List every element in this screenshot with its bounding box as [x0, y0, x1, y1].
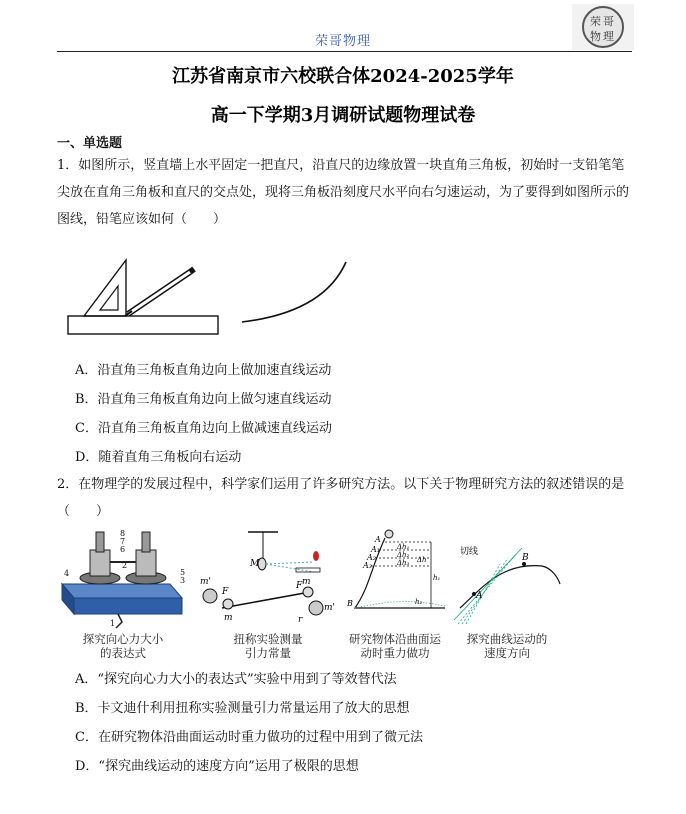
- question-2-stem: 2．在物理学的发展过程中，科学家们运用了许多研究方法。以下关于物理研究方法的叙述错误的是（ ）: [57, 477, 625, 519]
- brand-logo: [572, 4, 634, 50]
- label-num-5: 5: [180, 568, 186, 577]
- header-brand: 荣哥物理: [314, 34, 371, 49]
- header-rule: [57, 51, 632, 52]
- label-dh3: Δh₃: [397, 559, 410, 567]
- q1-figure: [62, 258, 362, 340]
- label-dh: Δh: [417, 556, 427, 564]
- label-m-left: m: [224, 613, 233, 623]
- label-num-2: 2: [122, 561, 128, 570]
- label-num-8: 8: [120, 529, 126, 538]
- label-slope-A3: A₃: [363, 561, 372, 570]
- q2-figure-centripetal: [58, 528, 188, 630]
- q2-figure-slope: [345, 528, 445, 630]
- label-tangent: 切线: [460, 547, 479, 557]
- label-slope-B: B: [347, 599, 353, 608]
- q2-option-c[interactable]: C．在研究物体沿曲面运动时重力做功的过程中用到了微元法: [75, 730, 423, 745]
- q1-option-b[interactable]: B．沿直角三角板直角边向上做匀速直线运动: [75, 392, 332, 407]
- q2-caption-3: 研究物体沿曲面运 动时重力做功: [349, 632, 441, 660]
- logo-char-1: 荣: [590, 15, 601, 28]
- q1-option-d[interactable]: D．随着直角三角板向右运动: [75, 450, 242, 465]
- q1-option-c[interactable]: C．沿直角三角板直角边向上做减速直线运动: [75, 421, 332, 436]
- title-line-2: 高一下学期3月调研试题物理试卷: [210, 105, 476, 126]
- label-dh1: Δh₁: [397, 543, 410, 551]
- ruler: [68, 316, 218, 334]
- logo-char-2: 哥: [603, 15, 614, 28]
- label-F-right: F: [296, 581, 303, 591]
- pencil-icon: [125, 269, 194, 316]
- trajectory-curve: [242, 262, 346, 322]
- label-h2: h₂: [415, 598, 423, 606]
- label-num-6: 6: [120, 545, 126, 554]
- q2-caption-1: 探究向心力大小 的表达式: [82, 632, 164, 660]
- question-1-stem: 1．如图所示，竖直墙上水平固定一把直尺，沿直尺的边缘放置一块直角三角板，初始时一支铅笔笔尖放在直角三角板和直尺的交点处，现将三角板沿刻度尺水平向右匀速运动，为了要得到如图所示的图线，铅笔应该如何（ ）: [57, 158, 630, 227]
- title-line-1: 江苏省南京市六校联合体2024-2025学年: [172, 66, 514, 87]
- triangle-ruler: [84, 260, 126, 316]
- q2-caption-2: 扭称实验测量 引力常量: [233, 632, 303, 660]
- label-slope-A: A: [375, 535, 381, 544]
- q2-figure-torsion: [198, 528, 338, 630]
- q2-option-b[interactable]: B．卡文迪什利用扭称实验测量引力常量运用了放大的思想: [75, 701, 410, 716]
- label-dh2: Δh₂: [397, 551, 410, 559]
- label-num-4: 4: [64, 569, 70, 578]
- label-h1: h₁: [433, 574, 441, 582]
- label-slope-A1: A₁: [371, 545, 380, 554]
- label-num-7: 7: [120, 537, 126, 546]
- q1-option-a[interactable]: A．沿直角三角板直角边向上做加速直线运动: [75, 363, 332, 378]
- label-r: r: [298, 615, 303, 625]
- q2-caption-4: 探究曲线运动的 速度方向: [466, 632, 548, 660]
- section-heading: 一、单选题: [57, 136, 123, 151]
- label-m-prime-right: m': [324, 603, 336, 613]
- label-point-A: A: [476, 591, 483, 601]
- q2-option-d[interactable]: D．“探究曲线运动的速度方向”运用了极限的思想: [75, 759, 359, 774]
- label-F-left: F: [222, 587, 229, 597]
- label-num-3: 3: [180, 576, 186, 585]
- label-slope-A2: A₂: [367, 553, 376, 562]
- logo-char-4: 理: [603, 30, 614, 43]
- label-m-right: m: [302, 577, 311, 587]
- label-m-prime-left: m': [200, 577, 212, 587]
- logo-char-3: 物: [590, 30, 601, 43]
- q2-figure-tangent: [452, 528, 562, 630]
- label-M: M: [250, 559, 260, 569]
- q2-option-a[interactable]: A．“探究向心力大小的表达式”实验中用到了等效替代法: [75, 672, 397, 687]
- label-num-1: 1: [110, 619, 116, 628]
- label-point-B: B: [522, 553, 529, 563]
